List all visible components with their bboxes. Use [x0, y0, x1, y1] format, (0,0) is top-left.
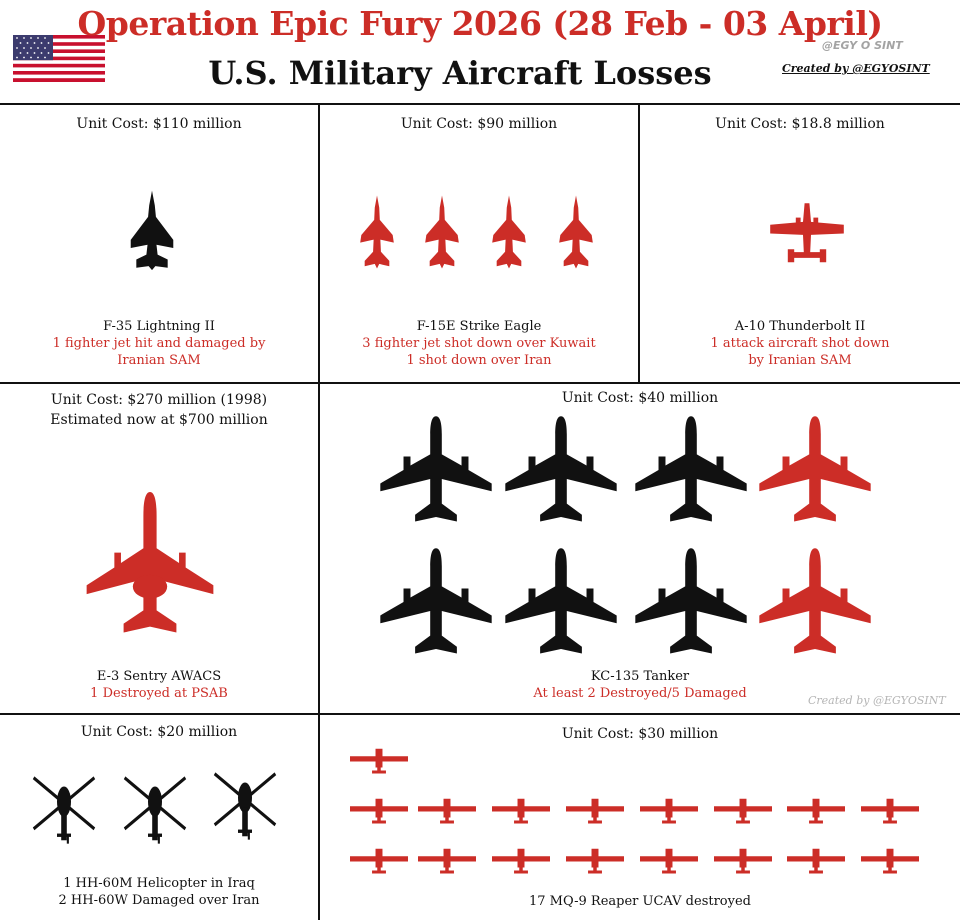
unit-cost-label: Estimated now at $700 million	[50, 412, 268, 428]
mq9-drone-icon	[714, 845, 772, 875]
mq9-drone-icon	[566, 845, 624, 875]
caption	[320, 318, 638, 369]
f35-icon	[124, 189, 180, 271]
mq9-drone-icon	[861, 795, 919, 825]
mq9-drone-icon	[350, 845, 408, 875]
aircraft-name: A-10 Thunderbolt II	[734, 319, 866, 334]
watermark: @EGY O SINT	[822, 39, 903, 52]
kc135-icon	[757, 414, 873, 526]
unit-cost-label: Unit Cost: $90 million	[400, 116, 558, 132]
e3-awacs-icon	[84, 489, 216, 637]
caption	[0, 875, 318, 909]
loss-text: At least 2 Destroyed/5 Damaged	[533, 686, 747, 701]
mq9-drone-icon	[492, 795, 550, 825]
drone-grid	[320, 715, 960, 920]
kc135-icon	[633, 546, 749, 658]
mq9-drone-icon	[640, 795, 698, 825]
caption	[0, 668, 318, 702]
unit-cost-label: Unit Cost: $110 million	[76, 116, 242, 132]
caption	[0, 318, 318, 369]
f15-icon	[481, 194, 537, 270]
kc135-icon	[378, 546, 494, 658]
aircraft-name: F-15E Strike Eagle	[416, 319, 542, 334]
loss-text: 1 fighter jet hit and damaged by	[52, 336, 266, 351]
unit-cost-label: Unit Cost: $30 million	[561, 726, 719, 742]
loss-text: Iranian SAM	[117, 353, 201, 368]
loss-text: 1 Destroyed at PSAB	[90, 686, 228, 701]
mq9-drone-icon	[492, 845, 550, 875]
loss-text: 3 fighter jet shot down over Kuwait	[362, 336, 596, 351]
unit-cost-label: Unit Cost: $18.8 million	[715, 116, 885, 132]
mq9-drone-icon	[787, 845, 845, 875]
f15-icon	[414, 194, 470, 270]
helicopter-icon	[210, 759, 280, 843]
mq9-drone-icon	[714, 795, 772, 825]
loss-text: 2 HH-60W Damaged over Iran	[58, 893, 260, 908]
helicopter-icon	[120, 763, 190, 847]
panel-e3	[0, 384, 318, 713]
panel-hh60	[0, 715, 318, 920]
loss-text: 1 attack aircraft shot down	[710, 336, 890, 351]
loss-text: 17 MQ-9 Reaper UCAV destroyed	[529, 894, 751, 909]
credit-link[interactable]: Created by @EGYOSINT	[782, 62, 930, 75]
aircraft-name: F-35 Lightning II	[103, 319, 215, 334]
mq9-drone-icon	[418, 795, 476, 825]
panel-a10	[640, 104, 960, 382]
caption	[320, 893, 960, 910]
unit-cost-label: Unit Cost: $20 million	[80, 724, 238, 740]
loss-text: 1 shot down over Iran	[406, 353, 552, 368]
mq9-drone-icon	[640, 845, 698, 875]
kc135-icon	[378, 414, 494, 526]
a10-icon	[767, 196, 847, 268]
mq9-drone-icon	[787, 795, 845, 825]
panel-f15	[320, 104, 638, 382]
unit-cost-label: Unit Cost: $40 million	[561, 390, 719, 406]
mq9-drone-icon	[861, 845, 919, 875]
panel-f35	[0, 104, 318, 382]
unit-cost-label: Unit Cost: $270 million (1998)	[50, 392, 268, 408]
watermark: Created by @EGYOSINT	[808, 694, 946, 707]
kc135-icon	[633, 414, 749, 526]
helicopter-icon	[29, 763, 99, 847]
kc135-icon	[503, 414, 619, 526]
page-subtitle: U.S. Military Aircraft Losses	[208, 54, 712, 92]
loss-text: 1 HH-60M Helicopter in Iraq	[63, 876, 255, 891]
f15-icon	[548, 194, 604, 270]
caption	[640, 318, 960, 369]
aircraft-name: E-3 Sentry AWACS	[96, 669, 222, 684]
aircraft-name: KC-135 Tanker	[590, 669, 690, 684]
kc135-icon	[503, 546, 619, 658]
mq9-drone-icon	[566, 795, 624, 825]
mq9-drone-icon	[418, 845, 476, 875]
kc135-icon	[757, 546, 873, 658]
loss-text: by Iranian SAM	[748, 353, 852, 368]
f15-icon	[349, 194, 405, 270]
panel-kc135	[320, 384, 960, 713]
panel-mq9	[320, 715, 960, 920]
header	[0, 0, 960, 104]
mq9-drone-icon	[350, 795, 408, 825]
mq9-drone-icon	[350, 745, 408, 775]
page-title: Operation Epic Fury 2026 (28 Feb - 03 April)	[77, 4, 883, 43]
